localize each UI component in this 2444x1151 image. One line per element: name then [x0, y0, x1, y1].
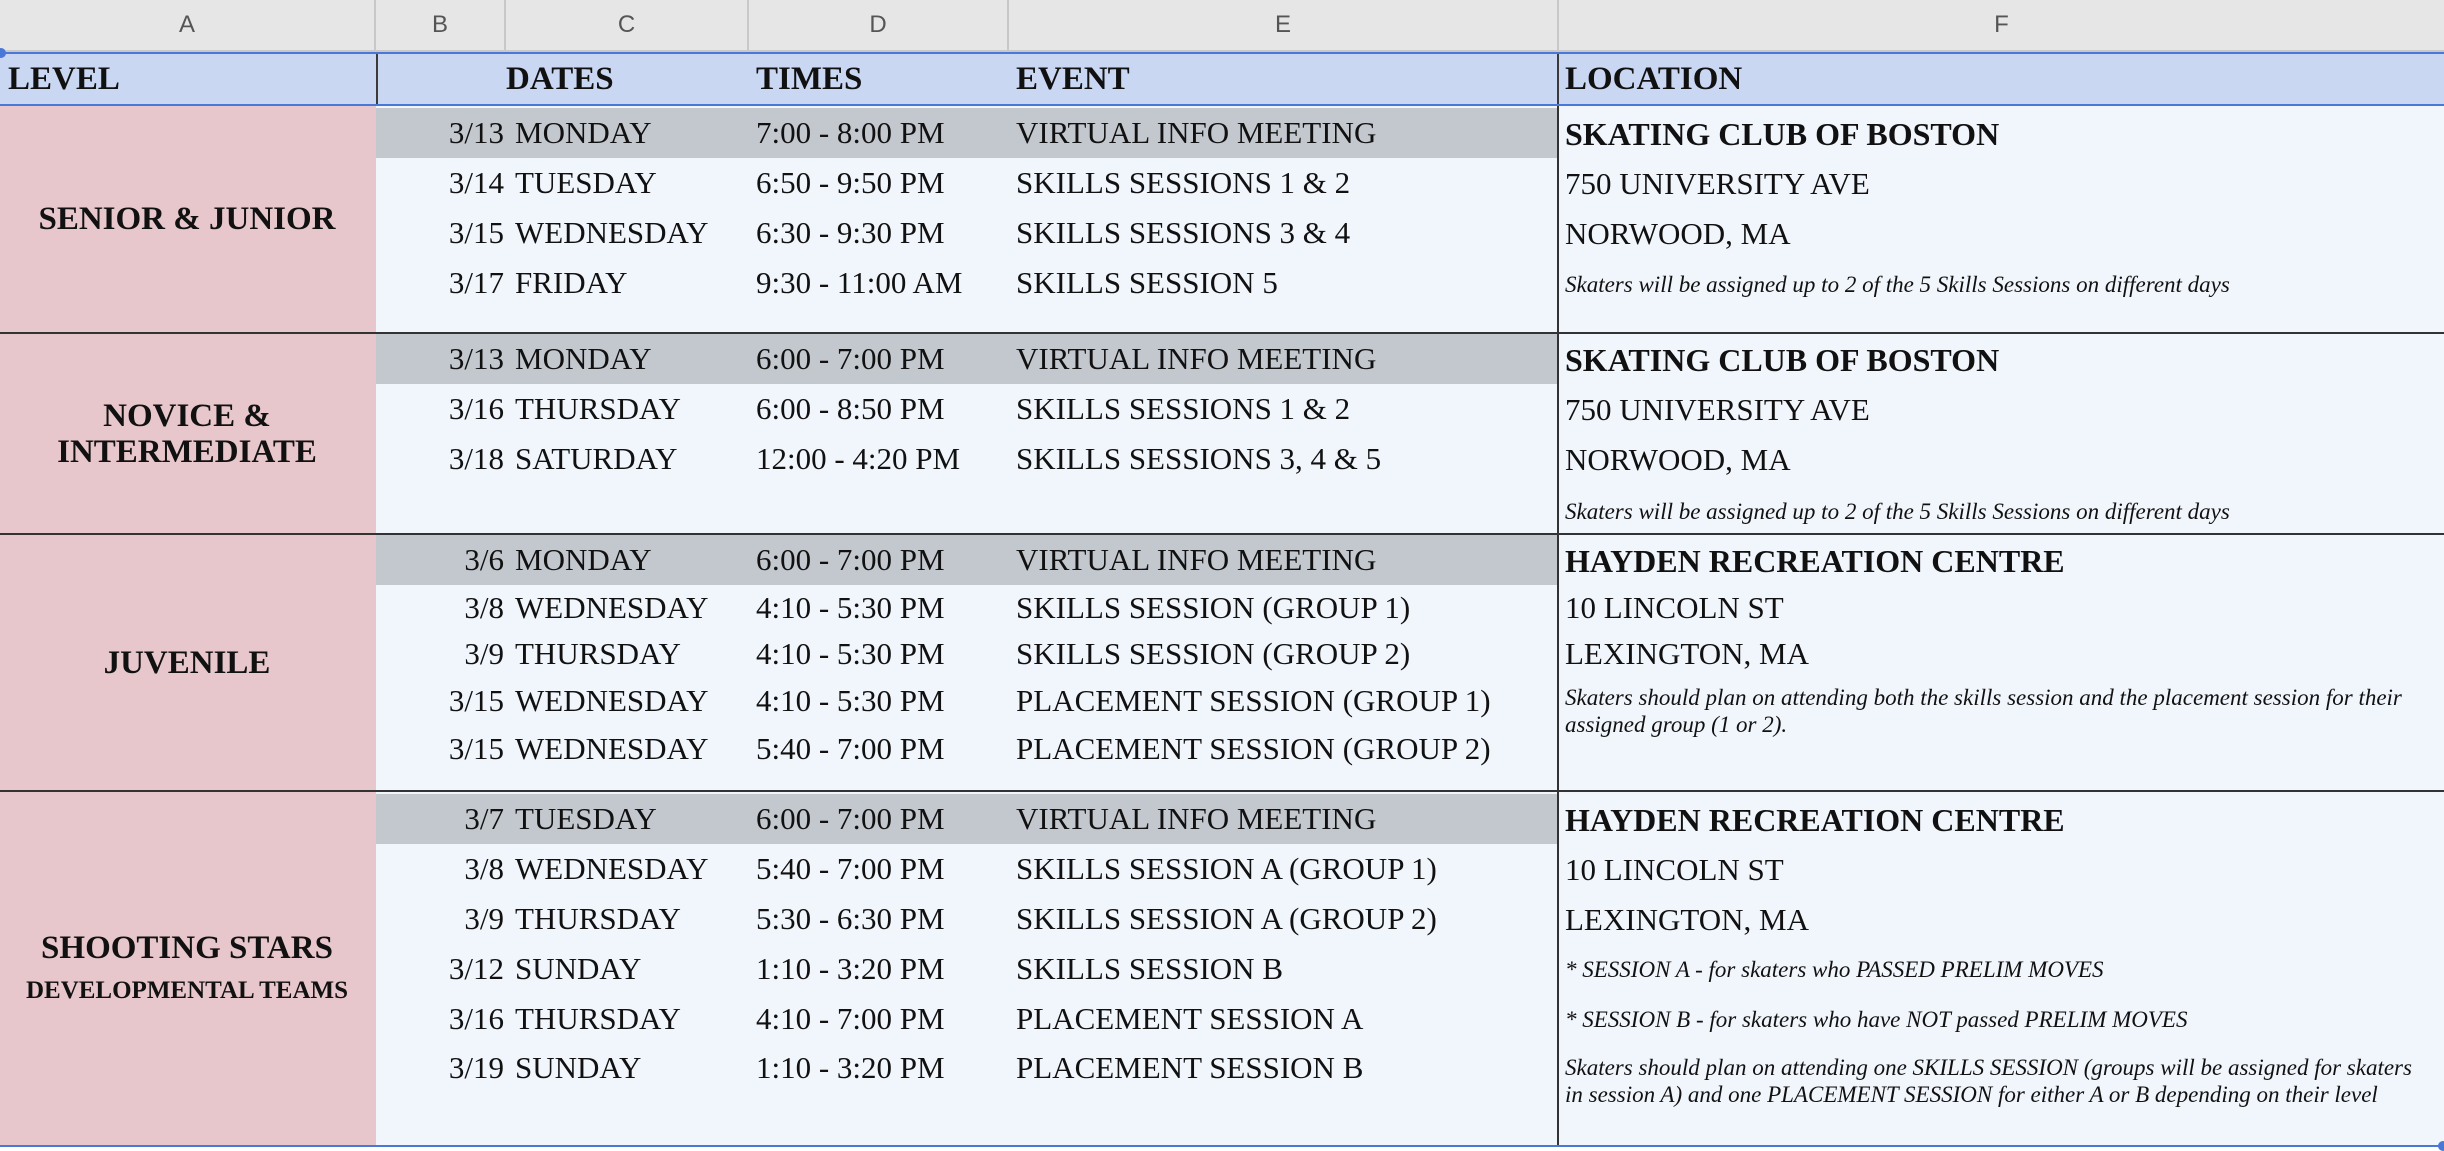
date-cell: 3/12 — [448, 951, 504, 986]
event-cell: VIRTUAL INFO MEETING — [1016, 115, 1377, 150]
column-header-d[interactable]: D — [749, 0, 1009, 52]
header-dates[interactable]: DATES — [506, 60, 614, 97]
schedule-block-juvenile — [0, 535, 2444, 792]
table-row[interactable] — [376, 894, 1557, 944]
time-cell: 6:50 - 9:50 PM — [756, 165, 945, 200]
level-cell[interactable] — [0, 106, 376, 332]
table-row[interactable] — [376, 384, 1557, 434]
header-event[interactable]: EVENT — [1016, 60, 1130, 97]
day-cell: WEDNESDAY — [515, 683, 709, 718]
time-cell: 5:40 - 7:00 PM — [756, 731, 945, 766]
table-row[interactable] — [376, 1044, 1557, 1092]
location-city[interactable]: LEXINGTON, MA — [1565, 902, 1809, 937]
level-label: SENIOR & JUNIOR — [38, 201, 336, 237]
level-label: NOVICE & — [103, 397, 271, 434]
selection-handle[interactable] — [2438, 1141, 2444, 1151]
day-cell: WEDNESDAY — [515, 731, 709, 766]
header-location[interactable]: LOCATION — [1565, 60, 1743, 97]
table-row[interactable] — [376, 208, 1557, 258]
header-times[interactable]: TIMES — [756, 60, 863, 97]
day-cell: SATURDAY — [515, 441, 678, 476]
location-city[interactable]: LEXINGTON, MA — [1565, 636, 1809, 671]
location-name[interactable]: SKATING CLUB OF BOSTON — [1565, 116, 2000, 152]
date-cell: 3/14 — [448, 165, 504, 200]
table-row[interactable] — [376, 944, 1557, 994]
day-cell: MONDAY — [515, 341, 652, 376]
table-row[interactable] — [376, 334, 1557, 384]
day-cell: SUNDAY — [515, 951, 642, 986]
time-cell: 5:30 - 6:30 PM — [756, 901, 945, 936]
location-note[interactable]: Skaters will be assigned up to 2 of the 5 Skills Sessions on different days — [1565, 272, 2230, 297]
level-sublabel: DEVELOPMENTAL TEAMS — [25, 976, 349, 1004]
event-cell: SKILLS SESSION (GROUP 1) — [1016, 590, 1411, 625]
event-cell: VIRTUAL INFO MEETING — [1016, 542, 1377, 577]
event-cell: PLACEMENT SESSION (GROUP 2) — [1016, 731, 1491, 766]
time-cell: 4:10 - 7:00 PM — [756, 1001, 945, 1036]
day-cell: MONDAY — [515, 542, 652, 577]
day-cell: THURSDAY — [515, 1001, 681, 1036]
table-row[interactable] — [376, 535, 1557, 585]
event-cell: PLACEMENT SESSION (GROUP 1) — [1016, 683, 1491, 718]
date-cell: 3/7 — [464, 801, 504, 836]
location-note[interactable]: Skaters should plan on attending one SKILLS SESSION (groups will be assigned for skaters in session A) and one PLACEMENT SESSION for either A or B depending on their level — [1565, 1055, 2412, 1107]
time-cell: 6:00 - 7:00 PM — [756, 801, 945, 836]
time-cell: 12:00 - 4:20 PM — [756, 441, 961, 476]
column-header-f[interactable]: F — [1559, 0, 2444, 52]
date-cell: 3/13 — [448, 115, 504, 150]
event-cell: SKILLS SESSION (GROUP 2) — [1016, 636, 1411, 671]
table-row[interactable] — [376, 108, 1557, 158]
time-cell: 6:30 - 9:30 PM — [756, 215, 945, 250]
time-cell: 4:10 - 5:30 PM — [756, 683, 945, 718]
day-cell: SUNDAY — [515, 1050, 642, 1085]
day-cell: THURSDAY — [515, 901, 681, 936]
event-cell: SKILLS SESSION 5 — [1016, 265, 1278, 300]
table-row[interactable] — [376, 585, 1557, 631]
column-header-a[interactable]: A — [0, 0, 376, 52]
date-cell: 3/9 — [464, 636, 504, 671]
day-cell: THURSDAY — [515, 636, 681, 671]
table-row[interactable] — [376, 794, 1557, 844]
location-address[interactable]: 750 UNIVERSITY AVE — [1565, 392, 1870, 427]
schedule-block-shooting-stars — [0, 792, 2444, 1147]
date-cell: 3/17 — [448, 265, 504, 300]
table-row[interactable] — [376, 631, 1557, 677]
location-address[interactable]: 10 LINCOLN ST — [1565, 590, 1784, 625]
level-label: SHOOTING STARS — [41, 929, 333, 966]
header-level[interactable]: LEVEL — [8, 60, 120, 97]
time-cell: 9:30 - 11:00 AM — [756, 265, 963, 300]
date-cell: 3/8 — [464, 851, 504, 886]
event-cell: PLACEMENT SESSION A — [1016, 1001, 1364, 1036]
level-cell[interactable] — [0, 334, 376, 533]
location-note[interactable]: * SESSION A - for skaters who PASSED PRELIM MOVES — [1565, 957, 2104, 982]
time-cell: 5:40 - 7:00 PM — [756, 851, 945, 886]
day-cell: WEDNESDAY — [515, 851, 709, 886]
date-cell: 3/15 — [448, 731, 504, 766]
time-cell: 7:00 - 8:00 PM — [756, 115, 945, 150]
column-divider — [1557, 334, 1559, 533]
date-cell: 3/15 — [448, 683, 504, 718]
event-cell: PLACEMENT SESSION B — [1016, 1050, 1364, 1085]
column-divider — [1557, 106, 1559, 332]
time-cell: 1:10 - 3:20 PM — [756, 1050, 945, 1085]
event-cell: SKILLS SESSIONS 1 & 2 — [1016, 391, 1351, 426]
day-cell: WEDNESDAY — [515, 215, 709, 250]
location-city[interactable]: NORWOOD, MA — [1565, 442, 1791, 477]
location-name[interactable]: HAYDEN RECREATION CENTRE — [1565, 802, 2065, 838]
table-row[interactable] — [376, 434, 1557, 484]
header-divider — [376, 54, 378, 104]
column-header-b[interactable]: B — [376, 0, 506, 52]
day-cell: THURSDAY — [515, 391, 681, 426]
level-cell[interactable] — [0, 535, 376, 790]
location-city[interactable]: NORWOOD, MA — [1565, 216, 1791, 251]
header-divider — [1557, 54, 1559, 104]
date-cell: 3/16 — [448, 1001, 504, 1036]
event-cell: SKILLS SESSIONS 3 & 4 — [1016, 215, 1351, 250]
event-cell: SKILLS SESSION B — [1016, 951, 1283, 986]
event-cell: SKILLS SESSION A (GROUP 1) — [1016, 851, 1437, 886]
event-cell: SKILLS SESSION A (GROUP 2) — [1016, 901, 1437, 936]
date-cell: 3/18 — [448, 441, 504, 476]
column-header-c[interactable]: C — [506, 0, 749, 52]
time-cell: 4:10 - 5:30 PM — [756, 636, 945, 671]
location-address[interactable]: 10 LINCOLN ST — [1565, 852, 1784, 887]
date-cell: 3/15 — [448, 215, 504, 250]
table-row[interactable] — [376, 258, 1557, 308]
time-cell: 6:00 - 8:50 PM — [756, 391, 945, 426]
date-cell: 3/6 — [464, 542, 504, 577]
event-cell: SKILLS SESSIONS 3, 4 & 5 — [1016, 441, 1382, 476]
event-cell: VIRTUAL INFO MEETING — [1016, 341, 1377, 376]
level-cell[interactable] — [0, 792, 376, 1145]
time-cell: 6:00 - 7:00 PM — [756, 542, 945, 577]
location-name[interactable]: HAYDEN RECREATION CENTRE — [1565, 543, 2065, 579]
date-cell: 3/13 — [448, 341, 504, 376]
event-cell: VIRTUAL INFO MEETING — [1016, 801, 1377, 836]
date-cell: 3/9 — [464, 901, 504, 936]
time-cell: 4:10 - 5:30 PM — [756, 590, 945, 625]
date-cell: 3/16 — [448, 391, 504, 426]
location-note[interactable]: Skaters will be assigned up to 2 of the 5 Skills Sessions on different days — [1565, 499, 2230, 524]
table-row[interactable] — [376, 844, 1557, 894]
time-cell: 1:10 - 3:20 PM — [756, 951, 945, 986]
header-row — [0, 52, 2444, 106]
location-note[interactable]: Skaters should plan on attending both the skills session and the placement session for their assigned group (1 or 2). — [1565, 685, 2402, 737]
day-cell: MONDAY — [515, 115, 652, 150]
event-cell: SKILLS SESSIONS 1 & 2 — [1016, 165, 1351, 200]
table-row[interactable] — [376, 677, 1557, 725]
table-row[interactable] — [376, 994, 1557, 1044]
column-header-e[interactable]: E — [1009, 0, 1559, 52]
time-cell: 6:00 - 7:00 PM — [756, 341, 945, 376]
date-cell: 3/19 — [448, 1050, 504, 1085]
table-row[interactable] — [376, 725, 1557, 773]
schedule-block-senior-junior — [0, 106, 2444, 334]
column-divider — [1557, 792, 1559, 1145]
date-cell: 3/8 — [464, 590, 504, 625]
column-divider — [1557, 535, 1559, 790]
day-cell: FRIDAY — [515, 265, 628, 300]
location-note[interactable]: * SESSION B - for skaters who have NOT passed PRELIM MOVES — [1565, 1007, 2188, 1032]
day-cell: TUESDAY — [515, 801, 657, 836]
table-row[interactable] — [376, 158, 1557, 208]
level-label: JUVENILE — [103, 644, 271, 681]
level-label: INTERMEDIATE — [57, 433, 317, 470]
day-cell: TUESDAY — [515, 165, 657, 200]
location-name[interactable]: SKATING CLUB OF BOSTON — [1565, 342, 2000, 378]
day-cell: WEDNESDAY — [515, 590, 709, 625]
schedule-block-novice-intermediate — [0, 334, 2444, 535]
location-address[interactable]: 750 UNIVERSITY AVE — [1565, 166, 1870, 201]
